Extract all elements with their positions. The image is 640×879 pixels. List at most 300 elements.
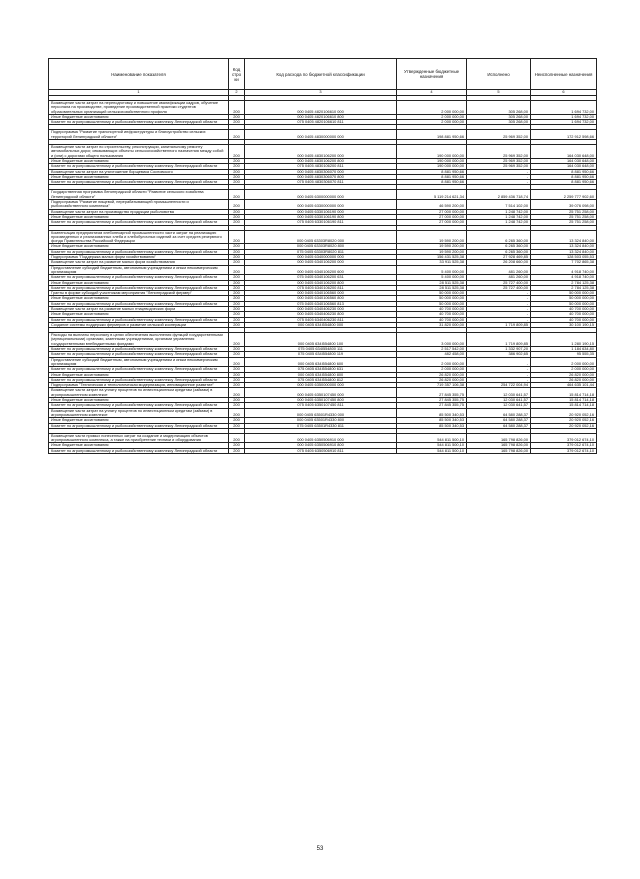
row-executed: - xyxy=(467,372,531,377)
row-classification-code: 000 0405 63501R4330 000 xyxy=(245,408,397,418)
row-unexecuted: 1 694 732,00 xyxy=(531,120,597,125)
row-approved: 2 000 000,00 xyxy=(397,357,467,367)
row-line-code: 200 xyxy=(229,433,245,443)
row-classification-code: 075 0405 6340106560 813 xyxy=(245,301,397,306)
row-unexecuted: 40 700 000,00 xyxy=(531,306,597,311)
row-name: Комитет по агропромышленному и рыбохозяйственному комплексу Ленинградской области xyxy=(49,352,229,357)
row-classification-code: 000 0405 6340406230 000 xyxy=(245,306,397,311)
row-classification-code: 000 0405 6340106200 600 xyxy=(245,265,397,275)
row-name: Иные бюджетные ассигнования xyxy=(49,280,229,285)
row-classification-code: 000 0405 6350506910 800 xyxy=(245,443,397,448)
row-line-code: 200 xyxy=(229,408,245,418)
row-name: Возмещение части затрат на уплату процентов по инвестиционным кредитам (займам) в агропромышленном комплексе xyxy=(49,388,229,398)
row-unexecuted: 379 012 674,10 xyxy=(531,448,597,453)
row-approved: 719 357 106,38 xyxy=(397,383,467,388)
row-approved: 85 500 340,53 xyxy=(397,418,467,423)
row-classification-code: 000 0405 634I554800 100 xyxy=(245,333,397,347)
row-classification-code: 000 0405 6340406230 800 xyxy=(245,312,397,317)
row-name: Подпрограмма "Развитие пищевой, перерабатывающей промышленности и рыбохозяйственного комплекса" xyxy=(49,200,229,210)
row-approved: 50 000 000,00 xyxy=(397,296,467,301)
row-executed: - xyxy=(467,296,531,301)
row-executed: 305 268,00 xyxy=(467,114,531,119)
row-classification-code: 000 0405 4830106200 000 xyxy=(245,145,397,159)
row-unexecuted: 95 555,35 xyxy=(531,352,597,357)
row-unexecuted: 30 100 190,15 xyxy=(531,322,597,327)
row-approved: 46 590 200,00 xyxy=(397,200,467,210)
row-approved: 28 511 525,38 xyxy=(397,285,467,290)
table-row xyxy=(49,249,597,254)
row-name: Возмещение части затрат на развитие малых форм хозяйствования xyxy=(49,260,229,265)
row-line-code: 200 xyxy=(229,377,245,382)
row-name: Комитет по агропромышленному и рыбохозяйственному комплексу Ленинградской области xyxy=(49,347,229,352)
row-executed: 254 722 004,94 xyxy=(467,383,531,388)
row-approved: 156 431 525,38 xyxy=(397,255,467,260)
row-name: Комитет по агропромышленному и рыбохозяйственному комплексу Ленинградской области xyxy=(49,423,229,428)
row-classification-code: 000 0405 4830106200 800 xyxy=(245,158,397,163)
row-classification-code: 075 0405 634I554800 631 xyxy=(245,367,397,372)
row-approved: 190 000 000,00 xyxy=(397,158,467,163)
row-name: Подпрограмма "Развитие транспортной инфраструктуры и благоустройство сельских территорий Ленинградской области" xyxy=(49,130,229,140)
row-executed: 6 265 360,00 xyxy=(467,230,531,244)
row-line-code: 200 xyxy=(229,357,245,367)
row-line-code: 200 xyxy=(229,265,245,275)
row-unexecuted: 464 635 101,44 xyxy=(531,383,597,388)
row-name: Возмещение части затрат на производство продукции рыболовства xyxy=(49,209,229,214)
row-line-code: 200 xyxy=(229,145,245,159)
row-classification-code: 075 0405 6350107450 811 xyxy=(245,403,397,408)
row-approved: 190 000 000,00 xyxy=(397,164,467,169)
row-line-code: 200 xyxy=(229,190,245,200)
row-unexecuted: 20 920 052,16 xyxy=(531,418,597,423)
row-classification-code: 000 0405 6350506910 000 xyxy=(245,433,397,443)
row-unexecuted: 7 702 865,38 xyxy=(531,260,597,265)
row-unexecuted: 13 324 840,00 xyxy=(531,249,597,254)
row-name: Иные бюджетные ассигнования xyxy=(49,214,229,219)
row-name: Иные бюджетные ассигнования xyxy=(49,244,229,249)
row-classification-code: 000 0405 6340106200 000 xyxy=(245,260,397,265)
row-unexecuted: 26 820 000,00 xyxy=(531,372,597,377)
row-unexecuted: 13 324 840,00 xyxy=(531,230,597,244)
row-approved: 27 000 000,00 xyxy=(397,220,467,225)
row-approved: 50 000 000,00 xyxy=(397,291,467,296)
row-classification-code: 000 0405 6350107450 800 xyxy=(245,398,397,403)
row-name: Расходы на выплаты персоналу в целях обеспечения выполнения функций государственными (муниципальными) органами, казенными учреждениями, органами управления государственными внебюджетными фондами xyxy=(49,333,229,347)
table-row xyxy=(49,209,597,214)
row-name: Возмещение части затрат на уплату процентов по инвестиционным кредитам (займам) в агропромышленном комплексе xyxy=(49,408,229,418)
row-executed: - xyxy=(467,291,531,296)
row-classification-code: 000 0405 4830306070 800 xyxy=(245,174,397,179)
row-executed: 27 928 469,85 xyxy=(467,255,531,260)
row-executed: - xyxy=(467,367,531,372)
row-executed: 1 248 742,00 xyxy=(467,209,531,214)
row-unexecuted: 172 912 598,66 xyxy=(531,130,597,140)
row-name: Создание системы поддержки фермеров и развитие сельской кооперации xyxy=(49,322,229,327)
row-approved: 19 590 200,00 xyxy=(397,230,467,244)
row-executed: 12 030 641,57 xyxy=(467,398,531,403)
row-approved: 544 811 500,10 xyxy=(397,448,467,453)
table-row xyxy=(49,220,597,225)
row-approved: 31 820 000,00 xyxy=(397,322,467,327)
row-line-code: 200 xyxy=(229,306,245,311)
row-classification-code: 000 0405 4820106610 800 xyxy=(245,114,397,119)
row-classification-code: 075 0405 634I554800 111 xyxy=(245,347,397,352)
row-line-code: 200 xyxy=(229,388,245,398)
row-classification-code: 075 0405 4830306070 811 xyxy=(245,180,397,185)
row-line-code: 200 xyxy=(229,301,245,306)
row-line-code: 200 xyxy=(229,322,245,327)
row-unexecuted: 164 030 648,00 xyxy=(531,158,597,163)
row-line-code: 200 xyxy=(229,280,245,285)
row-name: Возмещение части затрат на уничтожение борщевика Сосновского xyxy=(49,169,229,174)
row-line-code: 200 xyxy=(229,285,245,290)
row-name: Подпрограмма "Техническая и технологическая модернизация, инновационное развитие" xyxy=(49,383,229,388)
row-line-code: 200 xyxy=(229,209,245,214)
row-executed: 165 798 826,00 xyxy=(467,448,531,453)
row-classification-code: 075 0405 6350506910 811 xyxy=(245,448,397,453)
row-unexecuted: 379 012 674,10 xyxy=(531,443,597,448)
row-unexecuted: 2 784 125,38 xyxy=(531,280,597,285)
row-classification-code: 000 0405 4830306070 000 xyxy=(245,169,397,174)
row-approved: 19 590 200,00 xyxy=(397,249,467,254)
row-unexecuted: 15 814 714,18 xyxy=(531,403,597,408)
row-approved: 27 845 355,75 xyxy=(397,403,467,408)
row-line-code: 200 xyxy=(229,230,245,244)
table-row xyxy=(49,347,597,352)
row-executed: 64 580 288,37 xyxy=(467,418,531,423)
table-row xyxy=(49,200,597,210)
row-name: Комитет по агропромышленному и рыбохозяйственному комплексу Ленинградской области xyxy=(49,285,229,290)
row-approved: 40 700 000,00 xyxy=(397,306,467,311)
row-approved: 85 500 340,53 xyxy=(397,408,467,418)
row-approved: 33 911 525,38 xyxy=(397,260,467,265)
row-line-code: 200 xyxy=(229,120,245,125)
row-unexecuted: 25 751 258,00 xyxy=(531,214,597,219)
table-header-row xyxy=(49,59,597,90)
row-unexecuted: 2 000 000,00 xyxy=(531,367,597,372)
row-approved: 5 400 000,00 xyxy=(397,265,467,275)
row-executed: 481 260,00 xyxy=(467,265,531,275)
row-line-code: 200 xyxy=(229,174,245,179)
row-executed: - xyxy=(467,317,531,322)
row-approved: 26 820 000,00 xyxy=(397,372,467,377)
row-line-code: 200 xyxy=(229,260,245,265)
row-unexecuted: 25 751 258,00 xyxy=(531,220,597,225)
row-approved: 2 000 000,00 xyxy=(397,120,467,125)
row-classification-code: 000 0405 634I554800 600 xyxy=(245,357,397,367)
row-unexecuted: 40 700 000,00 xyxy=(531,317,597,322)
row-name: Иные бюджетные ассигнования xyxy=(49,372,229,377)
row-name: Иные бюджетные ассигнования xyxy=(49,443,229,448)
row-name: Комитет по агропромышленному и рыбохозяйственному комплексу Ленинградской области xyxy=(49,317,229,322)
row-line-code: 200 xyxy=(229,312,245,317)
row-line-code: 200 xyxy=(229,398,245,403)
row-unexecuted: 4 918 740,00 xyxy=(531,265,597,275)
table-row xyxy=(49,120,597,125)
row-unexecuted: 1 694 732,00 xyxy=(531,101,597,115)
row-executed: - xyxy=(467,169,531,174)
row-approved: 26 820 000,00 xyxy=(397,377,467,382)
row-approved: 2 000 000,00 xyxy=(397,114,467,119)
row-approved: 5 400 000,00 xyxy=(397,275,467,280)
page-number: 53 xyxy=(316,846,324,852)
table-row xyxy=(49,190,597,200)
row-name: Комитет по агропромышленному и рыбохозяйственному комплексу Ленинградской области xyxy=(49,120,229,125)
row-name: Иные бюджетные ассигнования xyxy=(49,174,229,179)
row-line-code: 200 xyxy=(229,275,245,280)
row-executed: 64 580 288,37 xyxy=(467,408,531,418)
row-executed: 1 248 742,00 xyxy=(467,220,531,225)
row-executed: 165 798 826,00 xyxy=(467,443,531,448)
row-approved: 40 700 000,00 xyxy=(397,312,467,317)
table-row xyxy=(49,333,597,347)
table-row xyxy=(49,448,597,453)
row-classification-code: 075 0405 4820106610 811 xyxy=(245,120,397,125)
row-approved: 5 119 214 621,34 xyxy=(397,190,467,200)
header-line-code: Код стро ки xyxy=(229,59,245,90)
row-classification-code: 075 0405 63501R4330 811 xyxy=(245,423,397,428)
row-unexecuted: 8 881 950,66 xyxy=(531,180,597,185)
row-classification-code: 000 0405 6300000000 000 xyxy=(245,190,397,200)
row-executed: 64 580 288,37 xyxy=(467,423,531,428)
header-classification-code: Код расхода по бюджетной классификации xyxy=(245,59,397,90)
table-row xyxy=(49,145,597,159)
row-name: Подпрограмма "Поддержка малых форм хозяйствования" xyxy=(49,255,229,260)
table-row xyxy=(49,383,597,388)
row-executed: 26 208 660,00 xyxy=(467,260,531,265)
row-line-code: 200 xyxy=(229,367,245,372)
row-line-code: 200 xyxy=(229,418,245,423)
row-approved: 40 700 000,00 xyxy=(397,317,467,322)
table-row xyxy=(49,230,597,244)
row-name: Иные бюджетные ассигнования xyxy=(49,312,229,317)
row-line-code: 200 xyxy=(229,383,245,388)
row-classification-code: 000 0405 6330106190 800 xyxy=(245,214,397,219)
row-name: Комитет по агропромышленному и рыбохозяйственному комплексу Ленинградской области xyxy=(49,249,229,254)
row-unexecuted: 164 030 648,00 xyxy=(531,164,597,169)
row-name: Предоставление субсидий бюджетным, автономным учреждениям и иным некоммерческим организациям xyxy=(49,357,229,367)
row-approved: 27 845 355,75 xyxy=(397,398,467,403)
row-classification-code: 000 0405 6340106560 000 xyxy=(245,291,397,296)
row-approved: 8 881 950,66 xyxy=(397,169,467,174)
row-unexecuted: 50 000 000,00 xyxy=(531,301,597,306)
table-row xyxy=(49,275,597,280)
row-name: Комитет по агропромышленному и рыбохозяйственному комплексу Ленинградской области xyxy=(49,275,229,280)
row-executed: - xyxy=(467,174,531,179)
row-approved: 198 881 950,66 xyxy=(397,130,467,140)
row-line-code: 200 xyxy=(229,352,245,357)
table-row xyxy=(49,357,597,367)
row-line-code: 200 xyxy=(229,443,245,448)
row-executed: - xyxy=(467,312,531,317)
row-unexecuted: 25 751 258,00 xyxy=(531,209,597,214)
row-approved: 50 000 000,00 xyxy=(397,301,467,306)
row-line-code: 200 xyxy=(229,372,245,377)
row-line-code: 200 xyxy=(229,114,245,119)
row-classification-code: 000 0405 6340106200 800 xyxy=(245,280,397,285)
row-approved: 27 845 355,75 xyxy=(397,388,467,398)
row-classification-code: 000 0405 63501R4330 800 xyxy=(245,418,397,423)
row-name: Комитет по агропромышленному и рыбохозяйственному комплексу Ленинградской области xyxy=(49,164,229,169)
row-approved: 544 811 500,10 xyxy=(397,433,467,443)
table-row xyxy=(49,265,597,275)
table-row xyxy=(49,322,597,327)
row-line-code: 200 xyxy=(229,296,245,301)
row-executed: 25 727 400,00 xyxy=(467,280,531,285)
header-name: Наименование показателя xyxy=(49,59,229,90)
row-classification-code: 075 0405 6340406230 811 xyxy=(245,317,397,322)
row-line-code: 200 xyxy=(229,448,245,453)
row-line-code: 200 xyxy=(229,169,245,174)
row-unexecuted: 2 000 000,00 xyxy=(531,357,597,367)
row-unexecuted: 1 694 732,00 xyxy=(531,114,597,119)
row-unexecuted: 379 012 674,10 xyxy=(531,433,597,443)
row-name: Гранты в форме субсидий участникам мероприятия "Ленинградский фермер" xyxy=(49,291,229,296)
row-line-code: 200 xyxy=(229,130,245,140)
row-unexecuted: 128 503 055,53 xyxy=(531,255,597,260)
row-classification-code: 000 0405 4830000000 000 xyxy=(245,130,397,140)
row-name: Иные бюджетные ассигнования xyxy=(49,398,229,403)
row-line-code: 200 xyxy=(229,164,245,169)
table-row xyxy=(49,352,597,357)
row-name: Комитет по агропромышленному и рыбохозяйственному комплексу Ленинградской области xyxy=(49,180,229,185)
row-unexecuted: 8 881 950,66 xyxy=(531,169,597,174)
budget-execution-table xyxy=(48,58,597,454)
table-row xyxy=(49,130,597,140)
table-row xyxy=(49,423,597,428)
row-line-code: 200 xyxy=(229,200,245,210)
row-name: Государственная программа Ленинградской области "Развитие сельского хозяйства Ленинградской области" xyxy=(49,190,229,200)
row-classification-code: 075 0405 6340106200 811 xyxy=(245,285,397,290)
row-name: Комитет по агропромышленному и рыбохозяйственному комплексу Ленинградской области xyxy=(49,301,229,306)
table-row xyxy=(49,164,597,169)
row-unexecuted: 1 280 190,15 xyxy=(531,333,597,347)
row-classification-code: 000 0405 634I554800 000 xyxy=(245,322,397,327)
row-classification-code: 075 0405 634I554800 812 xyxy=(245,377,397,382)
row-name: Иные бюджетные ассигнования xyxy=(49,418,229,423)
column-number: 6 xyxy=(531,90,597,96)
row-classification-code: 075 0405 634I554800 119 xyxy=(245,352,397,357)
row-executed: 25 969 352,00 xyxy=(467,130,531,140)
row-approved: 19 590 200,00 xyxy=(397,244,467,249)
row-name: Комитет по агропромышленному и рыбохозяйственному комплексу Ленинградской области xyxy=(49,367,229,372)
row-unexecuted: 2 784 125,38 xyxy=(531,285,597,290)
row-unexecuted: 2 259 777 902,60 xyxy=(531,190,597,200)
table-row xyxy=(49,255,597,260)
row-approved: 8 881 950,66 xyxy=(397,174,467,179)
row-executed: 12 030 641,57 xyxy=(467,403,531,408)
row-classification-code: 000 0405 4820106610 000 xyxy=(245,101,397,115)
row-executed: - xyxy=(467,306,531,311)
row-line-code: 200 xyxy=(229,180,245,185)
row-executed: 25 727 400,00 xyxy=(467,285,531,290)
row-executed: 1 719 809,85 xyxy=(467,322,531,327)
row-classification-code: 000 0405 6340000000 000 xyxy=(245,255,397,260)
row-executed: 386 902,65 xyxy=(467,352,531,357)
row-unexecuted: 26 820 000,00 xyxy=(531,377,597,382)
column-number: 3 xyxy=(245,90,397,96)
row-unexecuted: 39 076 098,00 xyxy=(531,200,597,210)
row-unexecuted: 13 324 840,00 xyxy=(531,244,597,249)
row-line-code: 200 xyxy=(229,244,245,249)
row-unexecuted: 1 184 634,80 xyxy=(531,347,597,352)
row-unexecuted: 50 000 000,00 xyxy=(531,291,597,296)
row-name: Предоставление субсидий бюджетным, автономным учреждениям и иным некоммерческим организациям xyxy=(49,265,229,275)
row-name: Возмещение части затрат на переподготовку и повышение квалификации кадров, обучение персонала на производстве, проведение производственной практики студентов образовательных организаций сельскохозяйственного профиля xyxy=(49,101,229,115)
row-line-code: 200 xyxy=(229,347,245,352)
row-line-code: 200 xyxy=(229,333,245,347)
row-line-code: 200 xyxy=(229,214,245,219)
row-executed: - xyxy=(467,301,531,306)
row-executed: 2 859 436 718,74 xyxy=(467,190,531,200)
table-row xyxy=(49,260,597,265)
table-row xyxy=(49,101,597,115)
row-classification-code: 000 0405 6340106560 800 xyxy=(245,296,397,301)
row-name: Иные бюджетные ассигнования xyxy=(49,114,229,119)
row-executed: 25 969 352,00 xyxy=(467,158,531,163)
column-number: 5 xyxy=(467,90,531,96)
table-row xyxy=(49,285,597,290)
row-executed: 12 030 641,57 xyxy=(467,388,531,398)
row-name: Иные бюджетные ассигнования xyxy=(49,296,229,301)
row-approved: 2 000 000,00 xyxy=(397,367,467,372)
row-unexecuted: 8 881 950,66 xyxy=(531,174,597,179)
row-unexecuted: 40 700 000,00 xyxy=(531,312,597,317)
row-approved: 27 000 000,00 xyxy=(397,214,467,219)
row-classification-code: 000 0405 63303R8020 000 xyxy=(245,230,397,244)
row-classification-code: 000 0405 6350107450 000 xyxy=(245,388,397,398)
row-name: Возмещение части затрат по строительству, реконструкции, капитальному ремонту автомобильных дорог, связывающих объекты сельскохозяйственного назначения между собой и (или) с дорогами общего пользования xyxy=(49,145,229,159)
row-unexecuted: 164 030 648,00 xyxy=(531,145,597,159)
row-executed: 305 268,00 xyxy=(467,120,531,125)
row-classification-code: 000 0405 6330000000 000 xyxy=(245,200,397,210)
row-approved: 8 881 950,66 xyxy=(397,180,467,185)
row-executed: - xyxy=(467,377,531,382)
row-line-code: 200 xyxy=(229,255,245,260)
row-classification-code: 075 0405 63303R8020 811 xyxy=(245,249,397,254)
row-executed: 7 514 102,00 xyxy=(467,200,531,210)
row-line-code: 200 xyxy=(229,158,245,163)
table-body xyxy=(49,96,597,454)
row-classification-code: 075 0405 6330106190 811 xyxy=(245,220,397,225)
row-executed: 6 265 360,00 xyxy=(467,244,531,249)
row-approved: 85 500 340,53 xyxy=(397,423,467,428)
row-line-code: 200 xyxy=(229,249,245,254)
row-classification-code: 075 0405 6340106200 631 xyxy=(245,275,397,280)
header-approved: Утвержденные бюджетные назначения xyxy=(397,59,467,90)
row-unexecuted: 4 918 740,00 xyxy=(531,275,597,280)
row-approved: 27 000 000,00 xyxy=(397,209,467,214)
row-executed: 1 248 742,00 xyxy=(467,214,531,219)
row-classification-code: 000 0405 6330106190 000 xyxy=(245,209,397,214)
row-executed: 1 332 907,20 xyxy=(467,347,531,352)
table-row xyxy=(49,433,597,443)
row-name: Комитет по агропромышленному и рыбохозяйственному комплексу Ленинградской области xyxy=(49,403,229,408)
row-classification-code: 000 0405 634I554800 800 xyxy=(245,372,397,377)
row-executed: 6 265 360,00 xyxy=(467,249,531,254)
row-executed: 25 969 352,00 xyxy=(467,164,531,169)
row-executed: - xyxy=(467,357,531,367)
row-executed: 165 798 826,00 xyxy=(467,433,531,443)
row-unexecuted: 20 920 052,16 xyxy=(531,408,597,418)
row-name: Комитет по агропромышленному и рыбохозяйственному комплексу Ленинградской области xyxy=(49,220,229,225)
row-name: Иные бюджетные ассигнования xyxy=(49,158,229,163)
row-executed: 481 260,00 xyxy=(467,275,531,280)
row-name: Компенсация предприятиям хлебопекарной промышленности части затрат на реализацию произведенных и реализованных хлеба и хлебобулочных изделий за счет средств резервного фонда Правительства Российской Федерации xyxy=(49,230,229,244)
column-number: 4 xyxy=(397,90,467,96)
row-approved: 2 517 542,00 xyxy=(397,347,467,352)
header-executed: Исполнено xyxy=(467,59,531,90)
row-classification-code: 000 0405 63303R8020 800 xyxy=(245,244,397,249)
